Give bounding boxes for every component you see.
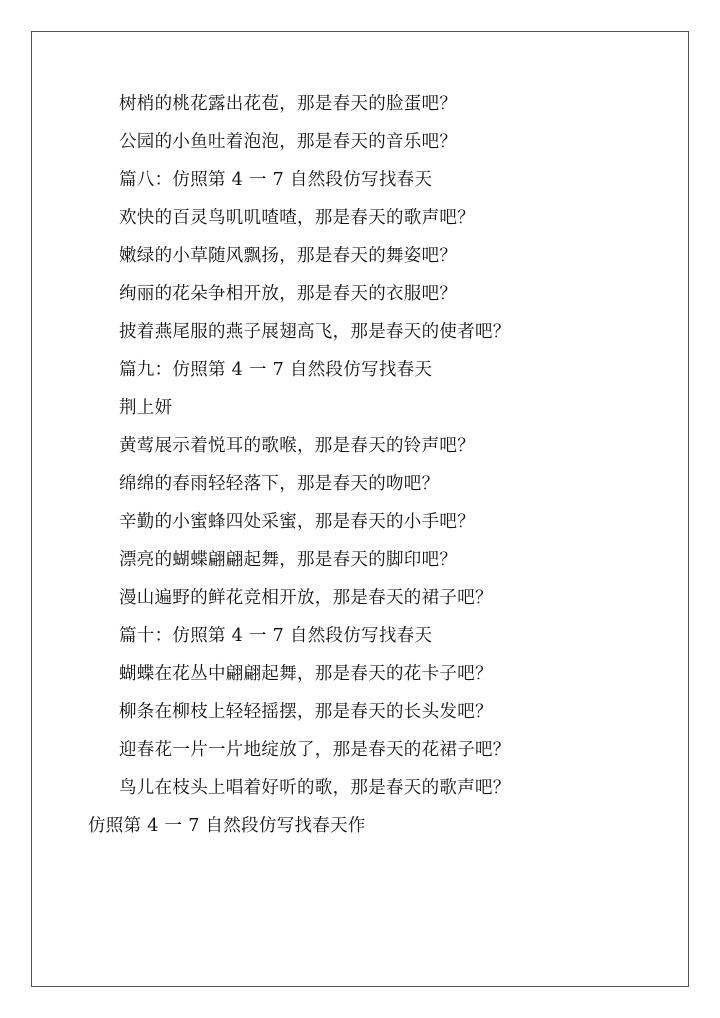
text-line: 嫩绿的小草随风飘扬，那是春天的舞姿吧？ — [119, 246, 458, 266]
section-heading: 篇八：仿照第 4 一 7 自然段仿写找春天 — [119, 170, 433, 190]
text-line: 漂亮的蝴蝶翩翩起舞，那是春天的脚印吧？ — [119, 550, 458, 570]
footer-line: 仿照第 4 一 7 自然段仿写找春天作 — [88, 816, 366, 836]
text-line: 蝴蝶在花丛中翩翩起舞，那是春天的花卡子吧？ — [119, 664, 493, 684]
text-line: 辛勤的小蜜蜂四处采蜜，那是春天的小手吧？ — [119, 512, 475, 532]
text-line: 公园的小鱼吐着泡泡，那是春天的音乐吧？ — [119, 132, 458, 152]
text-line: 漫山遍野的鲜花竞相开放，那是春天的裙子吧？ — [119, 588, 493, 608]
section-heading: 篇九：仿照第 4 一 7 自然段仿写找春天 — [119, 360, 433, 380]
text-line: 欢快的百灵鸟叽叽喳喳，那是春天的歌声吧？ — [119, 208, 475, 228]
author-name: 荆上妍 — [119, 398, 173, 418]
text-line: 迎春花一片一片地绽放了，那是春天的花裙子吧？ — [119, 740, 511, 760]
text-line: 黄莺展示着悦耳的歌喉，那是春天的铃声吧？ — [119, 436, 475, 456]
text-line: 绚丽的花朵争相开放，那是春天的衣服吧？ — [119, 284, 458, 304]
section-heading: 篇十：仿照第 4 一 7 自然段仿写找春天 — [119, 626, 433, 646]
text-line: 树梢的桃花露出花苞，那是春天的脸蛋吧？ — [119, 94, 458, 114]
text-line: 披着燕尾服的燕子展翅高飞，那是春天的使者吧？ — [119, 322, 511, 342]
text-line: 柳条在柳枝上轻轻摇摆，那是春天的长头发吧？ — [119, 702, 493, 722]
text-line: 绵绵的春雨轻轻落下，那是春天的吻吧？ — [119, 474, 440, 494]
text-line: 鸟儿在枝头上唱着好听的歌，那是春天的歌声吧？ — [119, 778, 511, 798]
